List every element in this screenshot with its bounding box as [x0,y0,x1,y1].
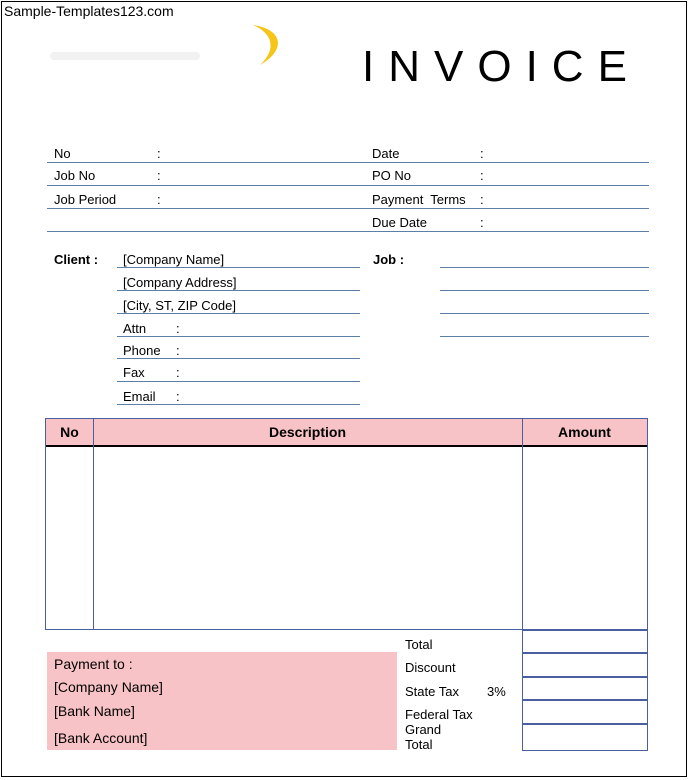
state-tax-value-box[interactable] [522,677,648,700]
field-job-period-colon: : [157,192,161,207]
client-fax-label: Fax [123,365,145,380]
field-po-no-colon: : [480,168,484,183]
totals-column [522,630,648,751]
client-email-colon: : [176,389,180,404]
client-fax-colon: : [176,365,180,380]
col-no-header: No [60,424,79,440]
rule [117,404,360,405]
rule [117,267,360,268]
logo-wordmark [50,52,200,60]
column-divider [522,419,523,629]
total-value-box[interactable] [522,630,648,653]
payment-heading: Payment to : [54,656,133,672]
client-company-address: [Company Address] [123,275,237,290]
company-logo [48,22,288,72]
state-tax-label: State Tax [405,684,459,699]
rule [440,267,649,268]
field-payment-terms-label: Payment Terms [372,192,466,207]
rule [47,162,360,163]
field-date-colon: : [480,146,484,161]
field-job-period-label: Job Period [54,192,117,207]
client-attn-label: Attn [123,321,147,336]
rule [360,185,649,186]
rule [440,290,649,291]
invoice-title: INVOICE [362,42,641,91]
rule [117,313,360,314]
client-phone-label: Phone [123,343,161,358]
rule [440,313,649,314]
logo-swoosh-icon [253,25,278,65]
field-due-date-colon: : [480,215,484,230]
field-due-date-label: Due Date [372,215,427,230]
job-label: Job : [373,252,405,267]
discount-value-box[interactable] [522,653,648,677]
watermark: Sample-Templates123.com [4,3,174,19]
rule [360,162,649,163]
client-city: [City, ST, ZIP Code] [123,298,236,313]
grand-total-value-box[interactable] [522,724,648,751]
client-email-label: Email [123,389,156,404]
rule [117,290,360,291]
rule [440,336,649,337]
discount-label: Discount [405,660,456,675]
payment-bank-name: [Bank Name] [54,703,135,719]
field-payment-terms-colon: : [480,192,484,207]
field-no-label: No [54,146,71,161]
rule [360,208,649,209]
client-company-name: [Company Name] [123,252,225,267]
payment-info-box [47,652,397,750]
grand-label: Grand [405,722,442,737]
line-items-table [45,418,648,630]
col-amount-header: Amount [558,424,611,440]
field-no-colon: : [157,146,161,161]
rule [47,231,360,232]
client-attn-colon: : [176,321,180,336]
rule [117,336,360,337]
column-divider [93,419,94,629]
state-tax-rate: 3% [487,684,506,699]
field-date-label: Date [372,146,400,161]
client-phone-colon: : [176,343,180,358]
rule [117,358,360,359]
total-label: Total [405,637,433,652]
rule [47,185,360,186]
client-label: Client : [54,252,99,267]
federal-tax-label: Federal Tax [405,707,473,722]
table-header-row [46,419,647,447]
col-description-header: Description [268,424,346,440]
field-job-no-colon: : [157,168,161,183]
payment-bank-account: [Bank Account] [54,730,148,746]
grand-total-label: Total [405,737,433,752]
rule [47,208,360,209]
field-job-no-label: Job No [54,168,96,183]
rule [360,231,649,232]
rule [117,381,360,382]
payment-company-name: [Company Name] [54,679,163,695]
federal-tax-value-box[interactable] [522,700,648,724]
field-po-no-label: PO No [372,168,412,183]
